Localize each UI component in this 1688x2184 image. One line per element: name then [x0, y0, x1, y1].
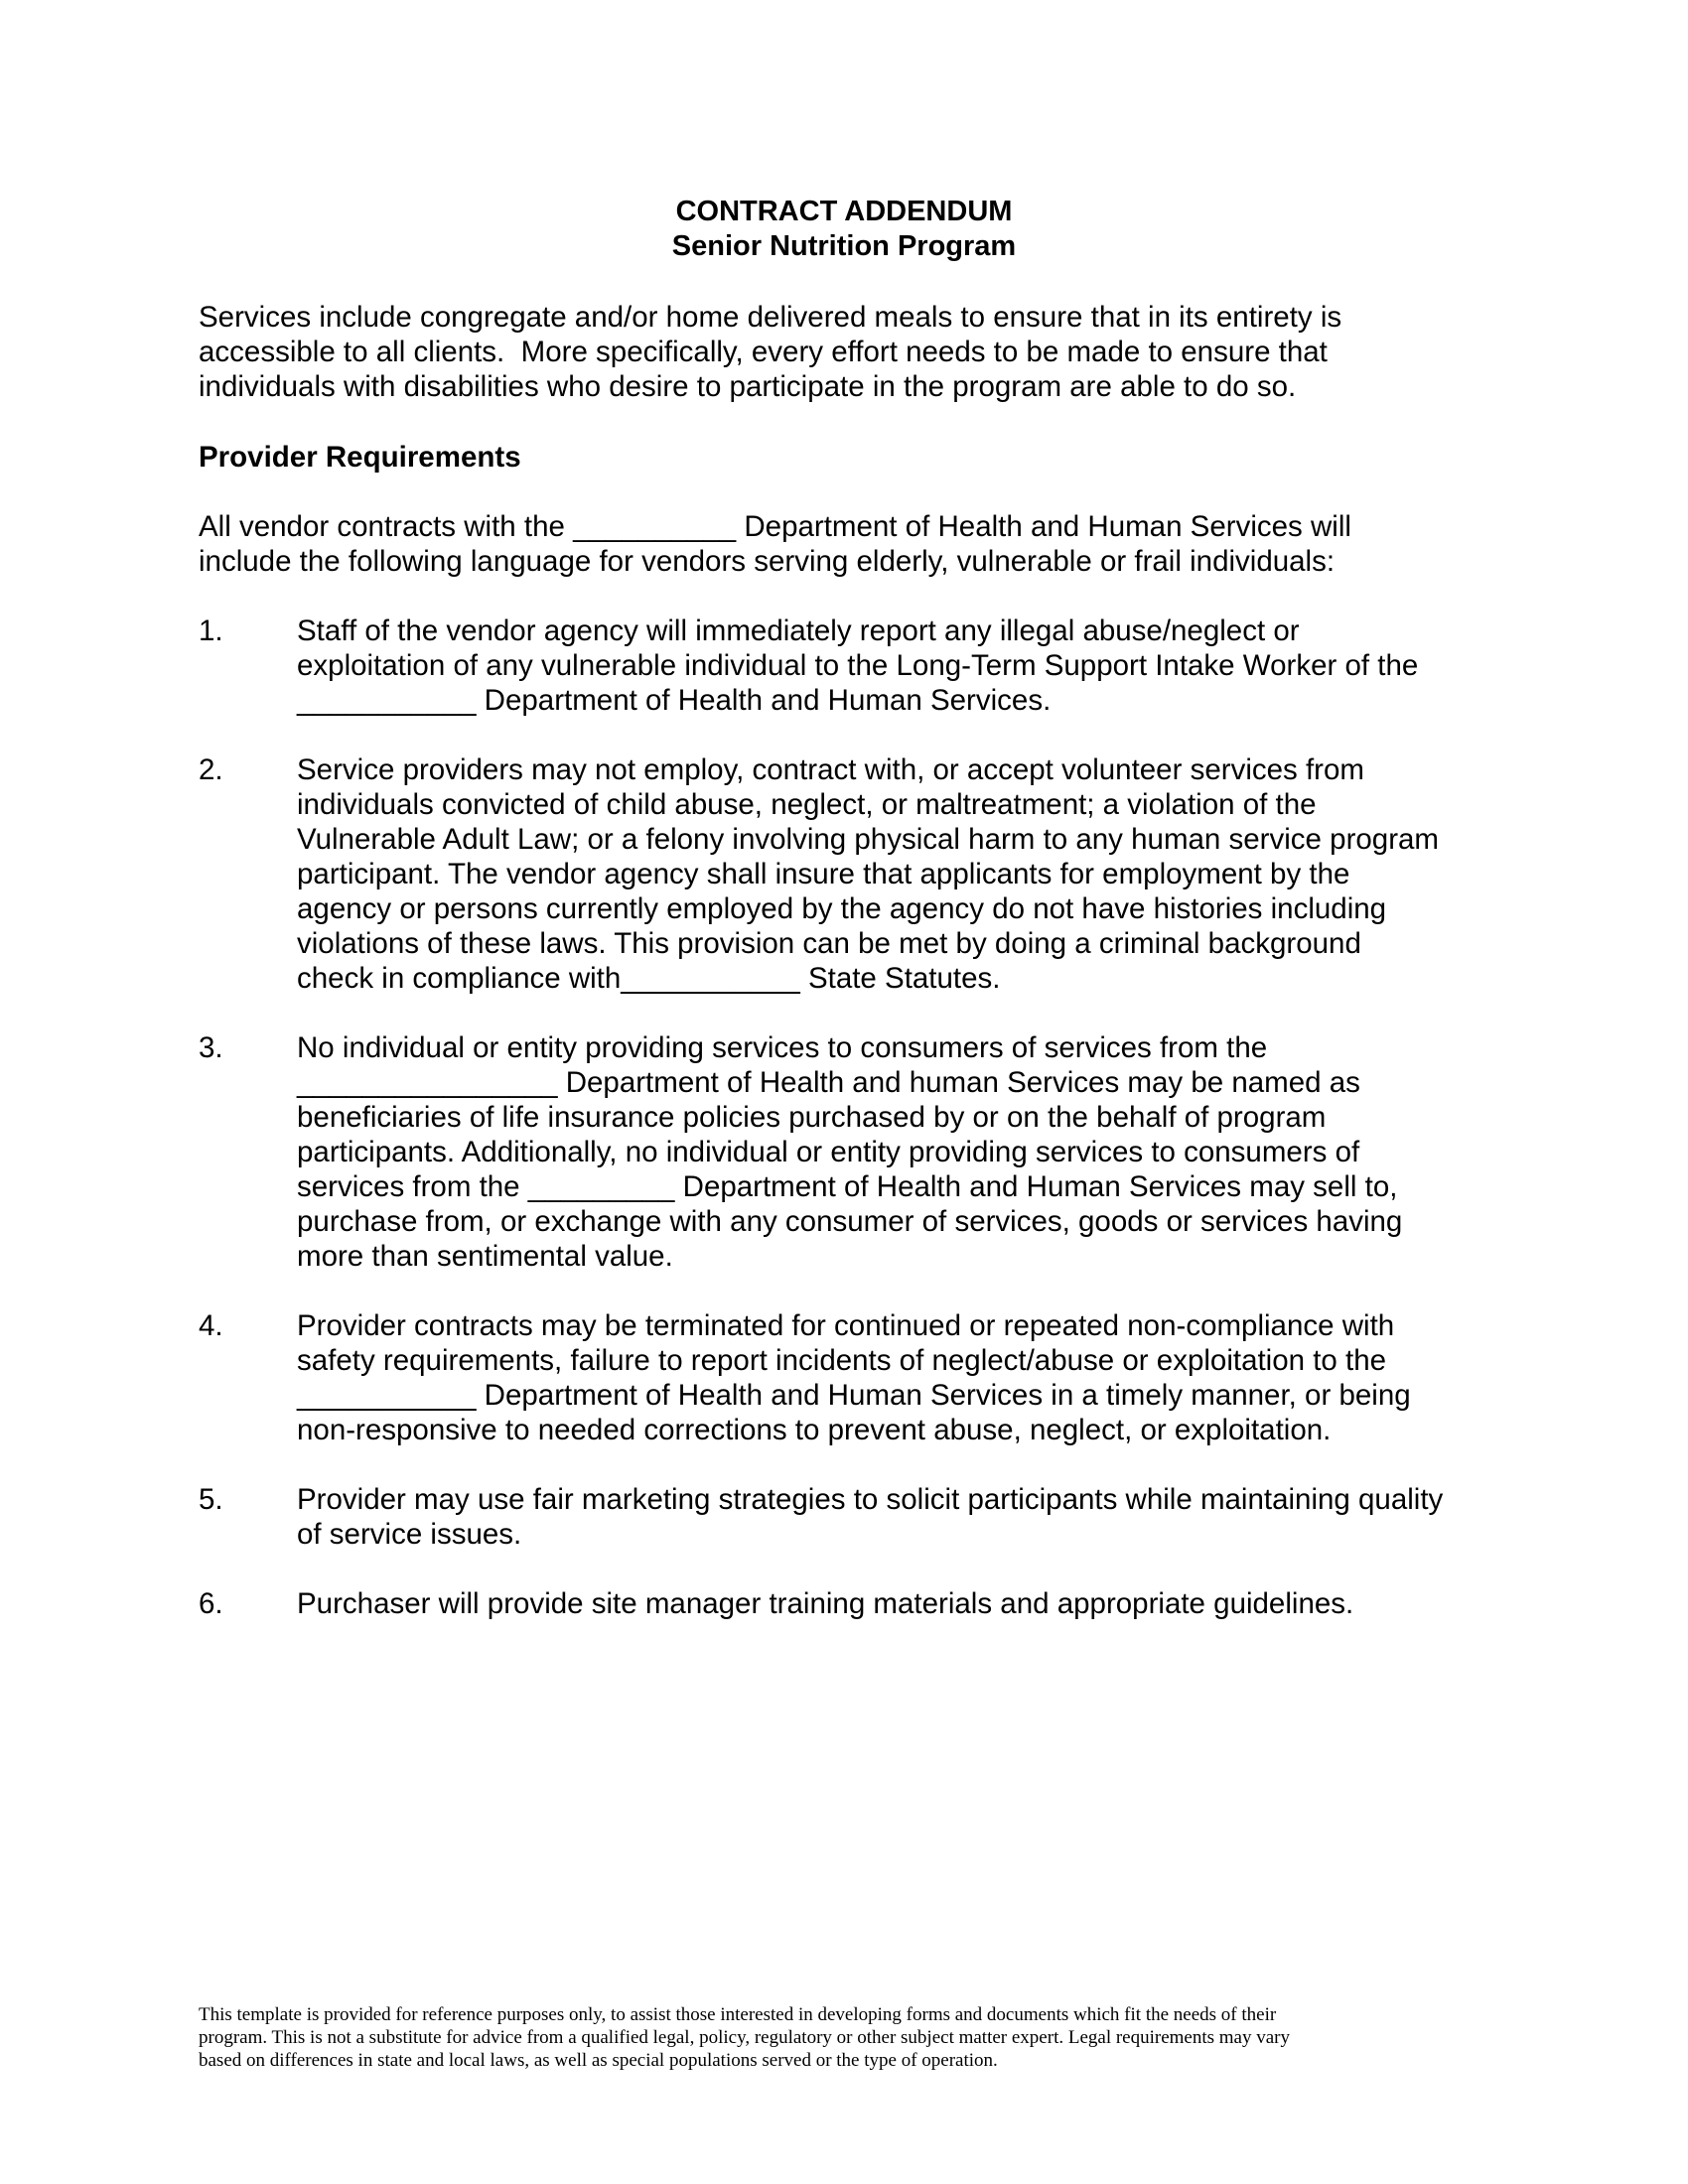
list-item	[199, 1482, 1519, 1552]
section-heading: Provider Requirements	[199, 441, 521, 474]
vendor-line: All vendor contracts with the __________ Department of Health and Human Services will	[199, 510, 1351, 543]
item-text: Provider contracts may be terminated for continued or repeated non-compliance with safety requirements, failure to report incidents of neglect/abuse or exploitation to the ___________ Department of Health and Human Services in a timely manner, or being non-responsive to needed corrections to prevent abuse, neglect, or exploitation.	[297, 1309, 1411, 1446]
item-text: Purchaser will provide site manager training materials and appropriate guidelines.	[297, 1587, 1354, 1620]
intro-line: individuals with disabilities who desire to participate in the program are able to do so.	[199, 370, 1297, 403]
item-number: 4.	[199, 1309, 223, 1342]
item-text: Staff of the vendor agency will immediately report any illegal abuse/neglect or exploitation of any vulnerable individual to the Long-Term Support Intake Worker of the ___________ Department of Health and Human Services.	[297, 614, 1419, 717]
item-number: 3.	[199, 1031, 223, 1064]
document-title: CONTRACT ADDENDUM	[675, 196, 1013, 227]
item-number: 2.	[199, 753, 223, 786]
footer-disclaimer: This template is provided for reference purposes only, to assist those interested in developing forms and documents which fit the needs of their program. This is not a substitute for advice from a qualified legal, policy, regulatory or other subject matter expert. Legal requirements may vary based on differences in state and local laws, as well as special populations served or the type of operation.	[199, 2004, 1291, 2071]
vendor-paragraph	[199, 509, 1509, 579]
intro-line: Services include congregate and/or home delivered meals to ensure that in its entirety is	[199, 301, 1342, 334]
item-text: Provider may use fair marketing strategies to solicit participants while maintaining quality of service issues.	[297, 1483, 1444, 1551]
item-number: 6.	[199, 1587, 223, 1620]
item-number: 5.	[199, 1483, 223, 1516]
list-item	[199, 752, 1519, 996]
title-block	[0, 195, 1688, 264]
requirements-list	[199, 614, 1519, 1656]
item-text: No individual or entity providing services to consumers of services from the ________________ Department of Health and human Services may be named as beneficiaries of life insurance policies purchased by or on the behalf of program participants. Additionally, no individual or entity providing services to consumers of services from the _________ Department of Health and Human Services may sell to, purchase from, or exchange with any consumer of services, goods or services having more than sentimental value.	[297, 1031, 1403, 1273]
vendor-line: include the following language for vendors serving elderly, vulnerable or frail individuals:	[199, 545, 1336, 578]
list-item	[199, 614, 1519, 718]
document-subtitle: Senior Nutrition Program	[671, 230, 1017, 262]
list-item	[199, 1586, 1519, 1621]
list-item	[199, 1030, 1519, 1274]
intro-paragraph	[199, 300, 1509, 404]
intro-line: accessible to all clients. More specifically, every effort needs to be made to ensure that	[199, 336, 1328, 368]
item-text: Service providers may not employ, contract with, or accept volunteer services from individuals convicted of child abuse, neglect, or maltreatment; a violation of the Vulnerable Adult Law; or a felony involving physical harm to any human service program participant. The vendor agency shall insure that applicants for employment by the agency or persons currently employed by the agency do not have histories including violations of these laws. This provision can be met by doing a criminal background check in compliance with___________ State Statutes.	[297, 753, 1440, 995]
item-number: 1.	[199, 614, 223, 647]
list-item	[199, 1308, 1519, 1447]
